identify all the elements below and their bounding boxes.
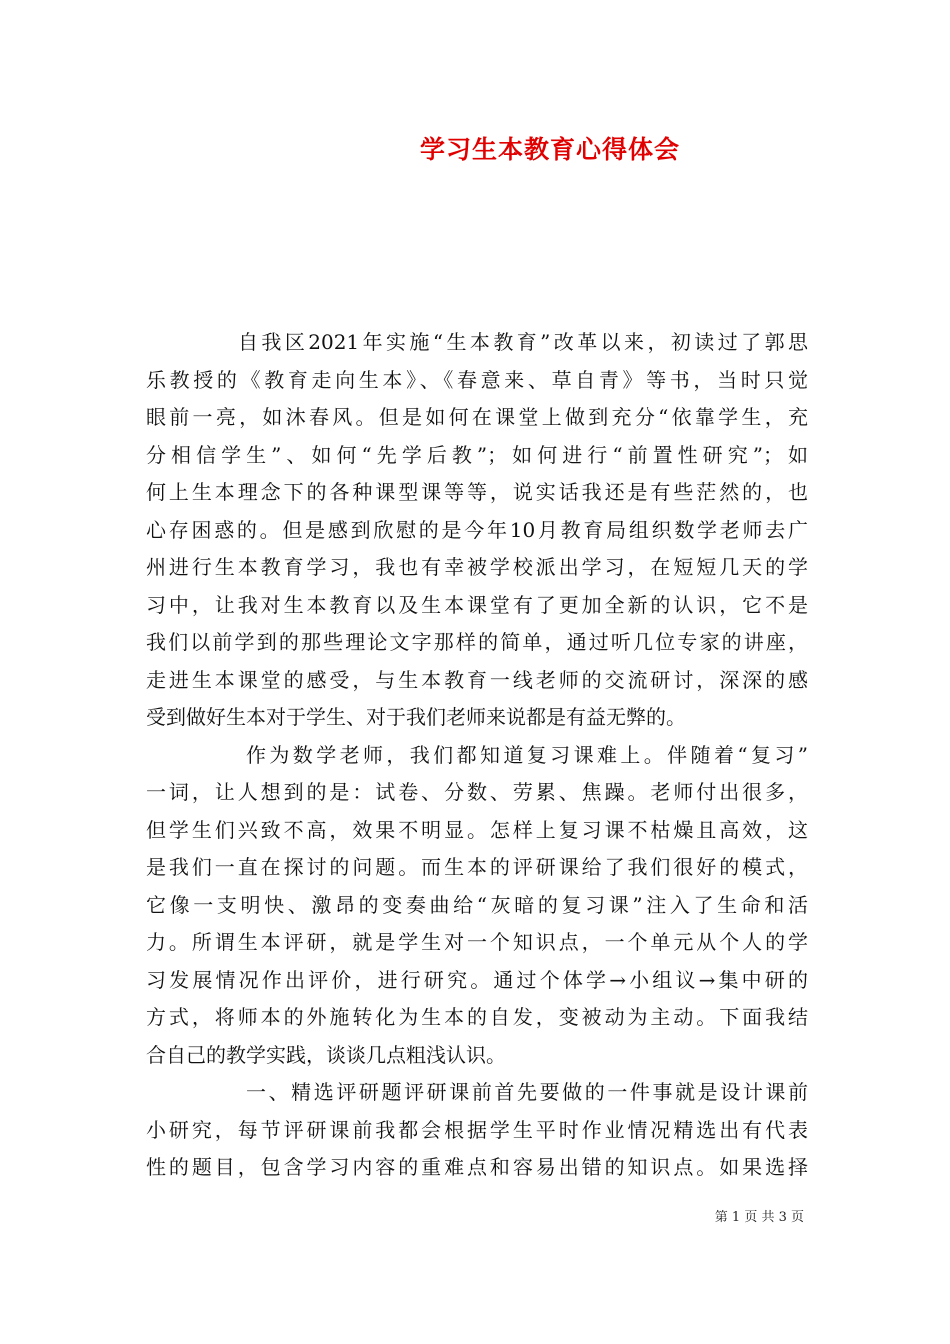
page-number-footer: 第 1 页 共 3 页 — [714, 1210, 804, 1225]
paragraph-line: 作为数学老师，我们都知道复习课难上。伴随着“复习” — [246, 742, 808, 767]
paragraph-line: 州进行生本教育学习，我也有幸被学校派出学习，在短短几天的学 — [146, 555, 808, 579]
document-title: 学习生本教育心得体会 — [419, 135, 680, 164]
paragraph-line: 我们以前学到的那些理论文字那样的简单，通过听几位专家的讲座， — [146, 630, 808, 654]
paragraph-line: 习发展情况作出评价，进行研究。通过个体学→小组议→集中研的 — [146, 967, 808, 992]
paragraph-line: 它像一支明快、激昂的变奏曲给“灰暗的复习课”注入了生命和活 — [146, 892, 808, 917]
paragraph-line: 是我们一直在探讨的问题。而生本的评研课给了我们很好的模式， — [146, 855, 808, 879]
paragraph-line: 一词，让人想到的是：试卷、分数、劳累、焦躁。老师付出很多， — [146, 780, 808, 804]
paragraph-1 — [146, 324, 808, 737]
paragraph-line: 一、精选评研题评研课前首先要做的一件事就是设计课前 — [246, 1080, 808, 1104]
paragraph-line: 分相信学生”、如何“先学后教”；如何进行“前置性研究”；如 — [146, 442, 808, 467]
paragraph-line: 自我区2021年实施“生本教育”改革以来，初读过了郭思 — [238, 330, 808, 354]
paragraph-line: 性的题目，包含学习内容的重难点和容易出错的知识点。如果选择 — [146, 1155, 808, 1179]
paragraph-line: 眼前一亮，如沐春风。但是如何在课堂上做到充分“依靠学生，充 — [146, 405, 808, 429]
paragraph-line: 习中，让我对生本教育以及生本课堂有了更加全新的认识，它不是 — [146, 592, 808, 617]
paragraph-3 — [146, 1074, 808, 1187]
paragraph-line: 受到做好生本对于学生、对于我们老师来说都是有益无弊的。 — [146, 705, 686, 729]
paragraph-line: 小研究，每节评研课前我都会根据学生平时作业情况精选出有代表 — [146, 1117, 808, 1142]
paragraph-line: 方式，将师本的外施转化为生本的自发，变被动为主动。下面我结 — [146, 1005, 808, 1029]
paragraph-line: 力。所谓生本评研，就是学生对一个知识点，一个单元从个人的学 — [146, 930, 808, 954]
paragraph-2 — [146, 737, 808, 1075]
paragraph-line: 乐教授的《教育走向生本》、《春意来、草自青》等书，当时只觉 — [146, 367, 808, 392]
paragraph-line: 何上生本理念下的各种课型课等等，说实话我还是有些茫然的，也 — [146, 480, 808, 504]
document-body — [146, 324, 808, 1187]
paragraph-line: 心存困惑的。但是感到欣慰的是今年10月教育局组织数学老师去广 — [146, 517, 808, 542]
paragraph-line: 走进生本课堂的感受，与生本教育一线老师的交流研讨，深深的感 — [146, 667, 808, 692]
paragraph-line: 但学生们兴致不高，效果不明显。怎样上复习课不枯燥且高效，这 — [146, 817, 808, 842]
paragraph-line: 合自己的教学实践，谈谈几点粗浅认识。 — [146, 1042, 506, 1067]
